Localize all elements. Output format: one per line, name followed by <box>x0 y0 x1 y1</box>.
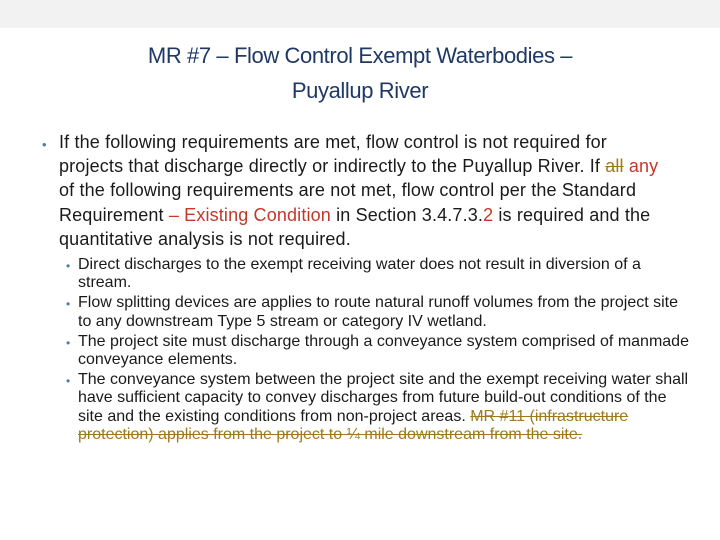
top-band <box>0 0 720 28</box>
inserted-phrase: – Existing Condition <box>168 204 331 225</box>
slide-title-line-1: MR #7 – Flow Control Exempt Waterbodies – <box>147 43 573 68</box>
deleted-word: all <box>605 156 624 177</box>
main-text-4: is required and the quantitative analysis is not required. <box>59 204 651 249</box>
sub-bullet <box>66 332 692 369</box>
main-text-2: of the following requirements are not met, flow control per the Standard Requirement <box>59 180 637 225</box>
main-text-1: If the following requirements are met, flow control is not required for projects that discharge directly or indirectly to the Puyallup River. If <box>59 132 607 177</box>
sub-bullet <box>66 294 692 330</box>
slide-title <box>40 38 680 108</box>
slide-body <box>0 130 720 446</box>
sub-bullet-text: Direct discharges to the exempt receiving water does not result in diversion of a stream. <box>78 256 641 292</box>
inserted-word: any <box>628 156 659 177</box>
bullet-icon: • <box>42 137 47 152</box>
sub-bullet-text: The conveyance system between the project site and the exempt receiving water shall have sufficient capacity to convey discharges from future build-out conditions of the site and the existing conditions from non-project areas. <box>78 371 689 425</box>
bullet-icon: • <box>66 297 71 312</box>
sub-bullet-text: The project site must discharge through a conveyance system comprised of manmade conveyance elements. <box>78 332 689 369</box>
sub-bullet <box>66 371 692 444</box>
bullet-icon: • <box>66 335 71 350</box>
bullet-icon: • <box>66 259 71 274</box>
inserted-number: 2 <box>483 204 494 225</box>
main-text-3: in Section 3.4.7.3. <box>330 204 484 225</box>
sub-bullet-text: Flow splitting devices are applies to route natural runoff volumes from the project site to any downstream Type 5 stream or category IV wetland. <box>78 294 678 330</box>
sub-bullet-list <box>0 256 720 444</box>
deleted-sentence: MR #11 (infrastructure protection) applies from the project to ¼ mile downstream from the site. <box>78 407 629 443</box>
slide-title-line-2: Puyallup River <box>291 78 429 103</box>
main-bullet <box>42 130 673 251</box>
sub-bullet <box>66 256 692 292</box>
bullet-icon: • <box>66 374 71 389</box>
